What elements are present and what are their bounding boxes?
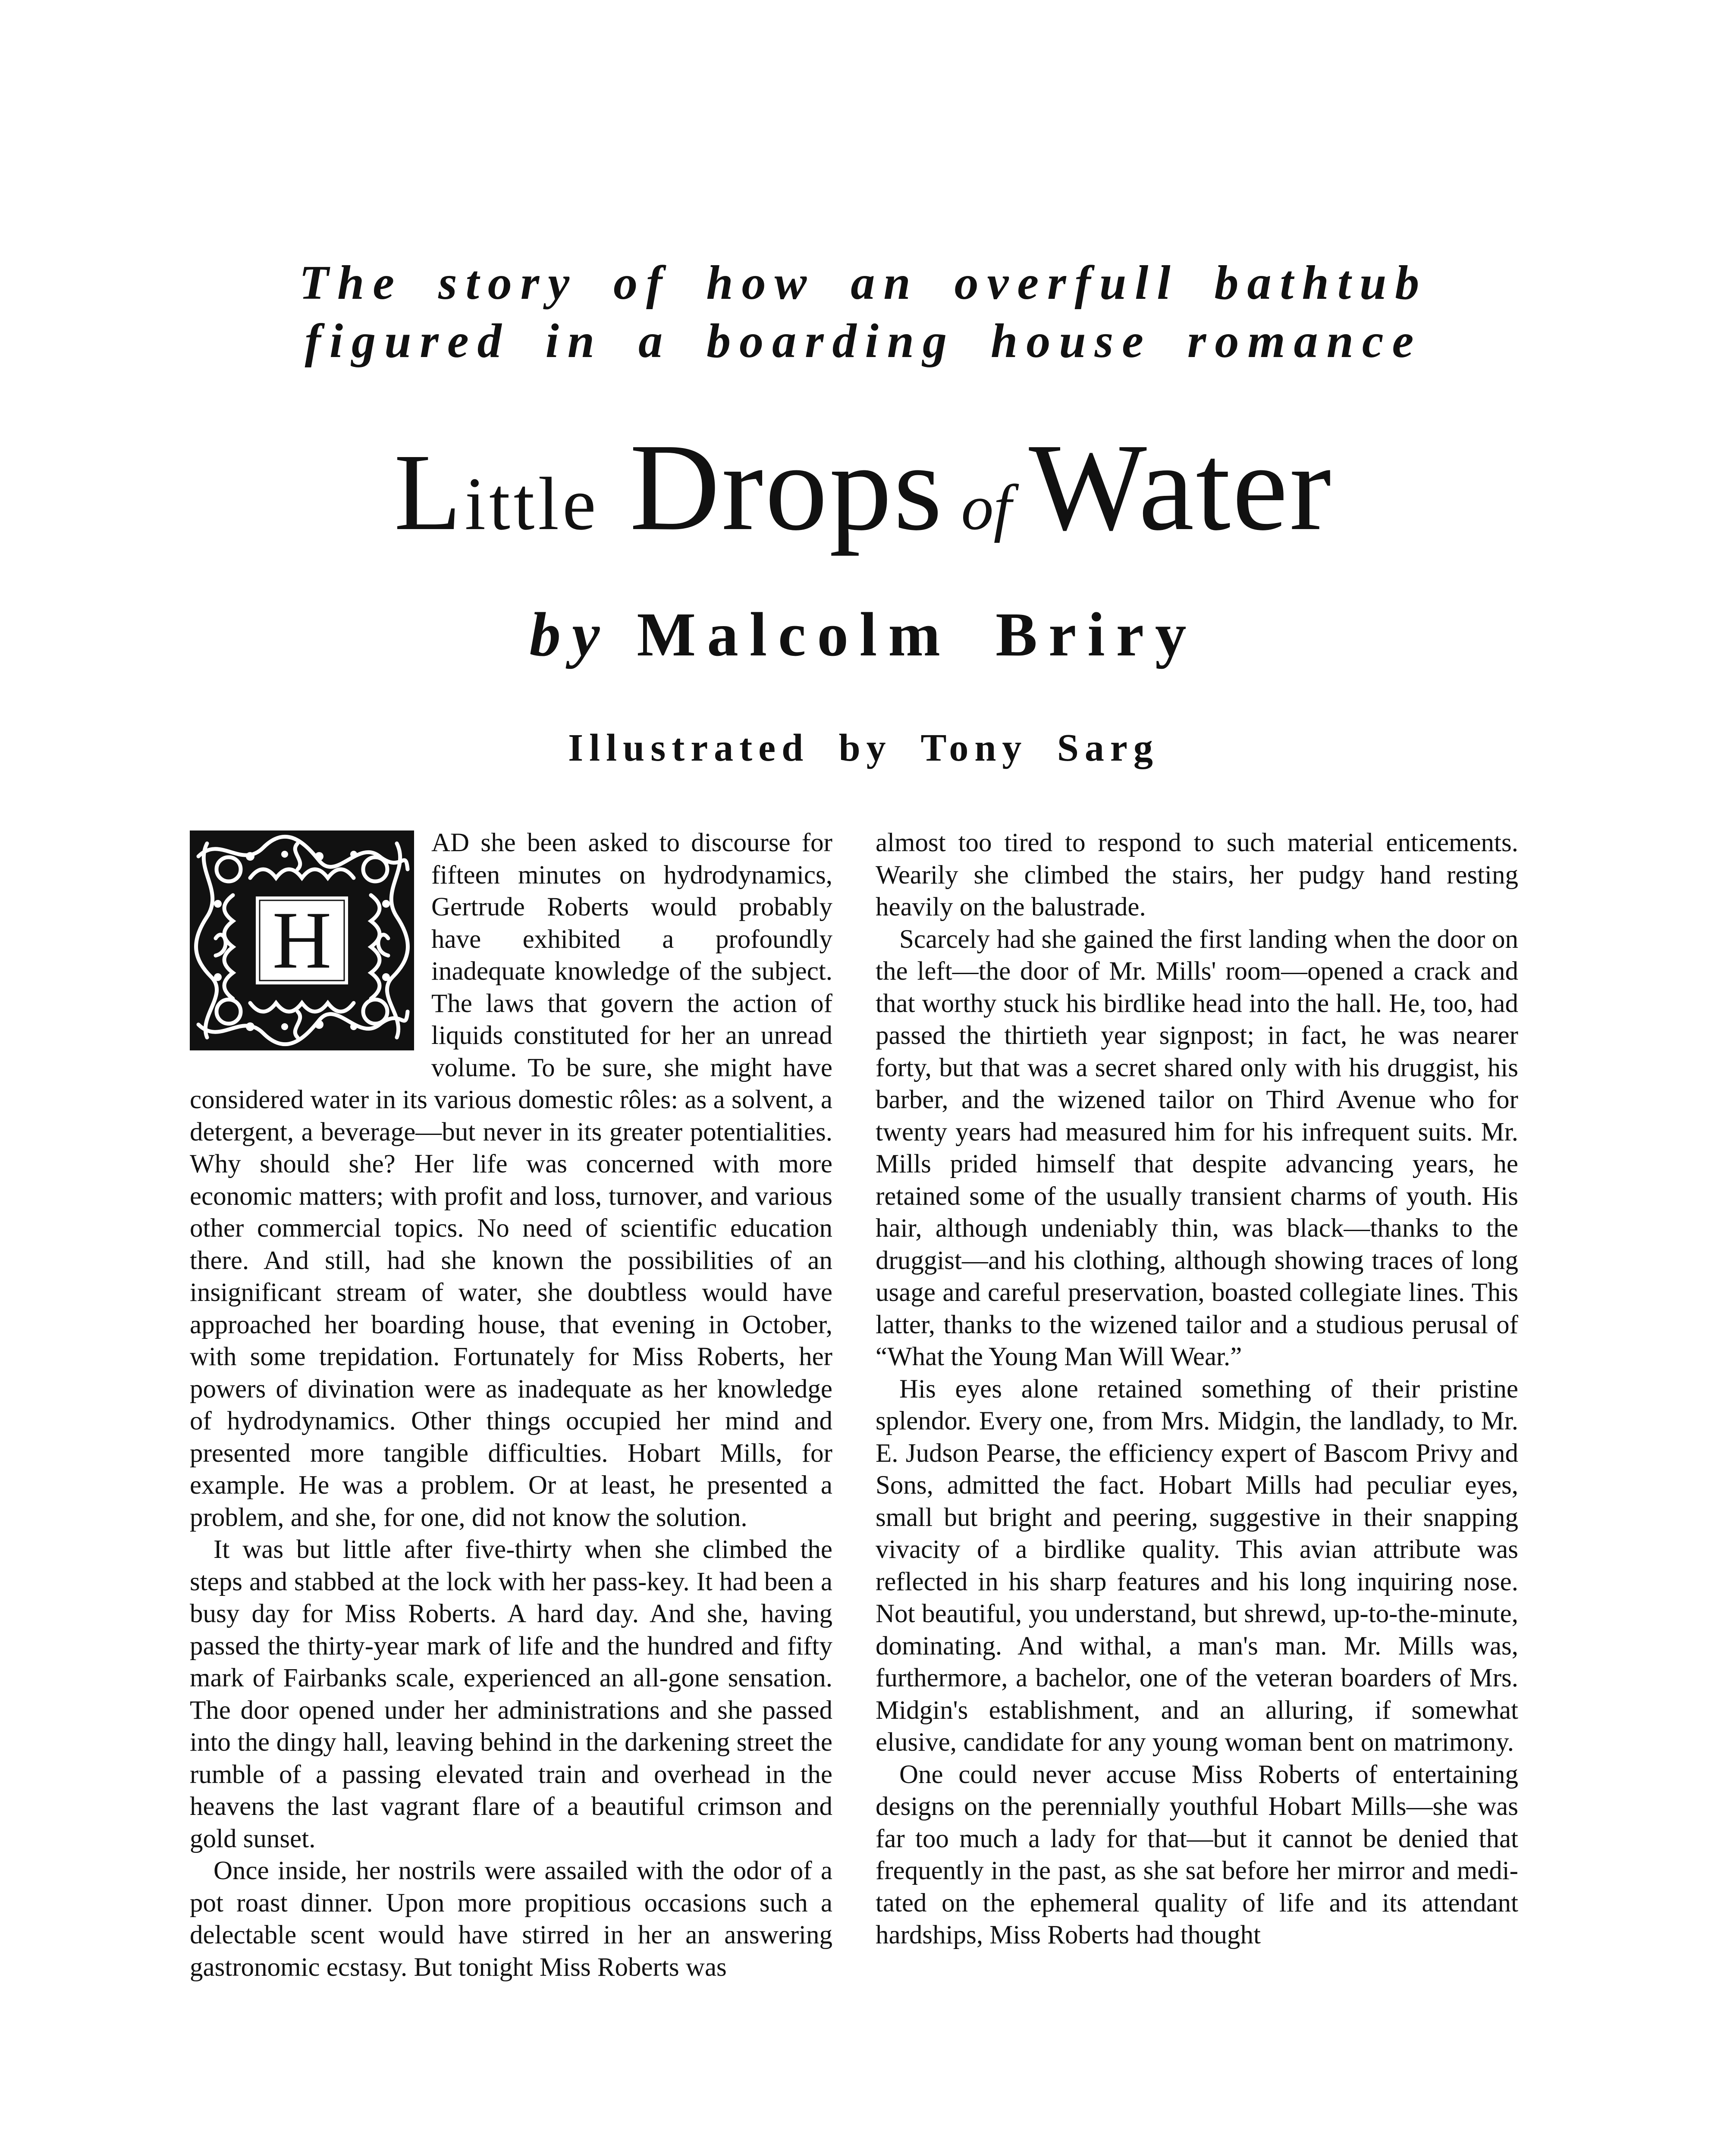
title-word-1-initial: L [394,432,465,553]
right-paragraph-1: almost too tired to respond to such material enticements. Wearily she climbed the stairs, her pudgy hand resting heavily on the balustrade. [876,828,1518,921]
byline-prefix: by [529,600,611,669]
byline [0,600,1727,669]
title-word-4: Water [1029,418,1333,556]
left-paragraph-1: AD she been asked to discourse for fifteen minutes on hydrodynamics, Gertrude Roberts would probably have exhibited a profoundly inadequate knowledge of the subject. The laws that govern the action of liquids constituted for her an unread volume. To be sure, she might have considered water in its various domestic rôles: as a solvent, a detergent, a beverage—but never in its greater potentialities. Why should she? Her life was concerned with more economic matters; with profit and loss, turnover, and various other commercial topics. No need of scientific education there. And still, had she known the possibilities of an insignificant stream of water, she doubtless would have approached her boarding house, that evening in October, with some trepidation. Fortunately for Miss Roberts, her powers of divination were as inadequate as her knowledge of hydrodynamics. Other things occupied her mind and presented more tangible difficulties. Hobart Mills, for example. He was a problem. Or at least, he presented a problem, and she, for one, did not know the solution. [190,828,832,1532]
right-paragraph-4: One could never accuse Miss Roberts of entertaining designs on the perennially youthful Hobart Mills—she was far too much a lady for that—but it cannot be denied that frequently in the past, as she sat before her mirror and meditated on the ephemeral quality of life and its attendant hardships, Miss Roberts had thought [876,1760,1518,1949]
right-paragraph-2: Scarcely had she gained the first landing when the door on the left—the door of Mr. Mills' room—opened a crack and that worthy stuck his birdlike head into the hall. He, too, had passed the thirtieth year signpost; in fact, he was nearer forty, but that was a secret shared only with his druggist, his barber, and the wizened tailor on Third Avenue who for twenty years had measured him for his infrequent suits. Mr. Mills prided himself that despite advancing years, he retained some of the usually transient charms of youth. His hair, although undeniably thin, was black—thanks to the druggist—and his clothing, although showing traces of long usage and careful preservation, boasted collegiate lines. This latter, thanks to the wizened tailor and a studious perusal of “What the Young Man Will Wear.” [876,924,1518,1371]
title-word-1-rest: ittle [465,462,600,545]
right-column [876,827,1518,1952]
left-column [190,827,832,1984]
ornamental-drop-cap [190,830,414,1050]
subtitle-line-1: The story of how an overfull bathtub [299,256,1428,310]
right-paragraph-3: His eyes alone retained something of their pristine splendor. Every one, from Mrs. Midgin, the landlady, to Mr. E. Judson Pearse, the efficiency expert of Bascom Privy and Sons, admitted the fact. Hobart Mills had peculiar eyes, small but bright and peering, suggestive in their snapping vivacity of a birdlike quality. This avian attribute was reflected in his sharp features and his long inquiring nose. Not beautiful, you understand, but shrewd, up-to-the-minute, dominating. And withal, a man's man. Mr. Mills was, furthermore, a bachelor, one of the veteran boarders of Mrs. Midgin's establishment, and an alluring, if somewhat elusive, candidate for any young woman bent on matrimony. [876,1374,1518,1757]
author-name: Malcolm Briry [637,600,1198,669]
title-word-2: Drops [629,418,944,556]
subtitle-line-2: figured in a boarding house romance [305,314,1422,368]
left-paragraph-3: Once inside, her nostrils were assailed with the odor of a pot roast dinner. Upon more propitious occasions such a delectable scent would have stirred in her an answering gastronomic ecstasy. But tonight Miss Roberts was [190,1856,832,1982]
article-title [0,418,1727,556]
illustrator-credit: Illustrated by Tony Sarg [568,727,1159,769]
title-word-3: of [961,472,1012,543]
title-word-1 [394,432,600,553]
drop-cap-letter: H [272,895,332,986]
left-paragraph-2: It was but little after five-thirty when she climbed the steps and stabbed at the lock with her pass-key. It had been a busy day for Miss Roberts. A hard day. And she, having passed the thirty-year mark of life and the hundred and fifty mark of Fairbanks scale, experienced an all-gone sensation. The door opened under her administrations and she passed into the dingy hall, leaving behind in the darkening street the rumble of a passing elevated train and overhead in the heavens the last vagrant flare of a beautiful crimson and gold sunset. [190,1535,832,1853]
